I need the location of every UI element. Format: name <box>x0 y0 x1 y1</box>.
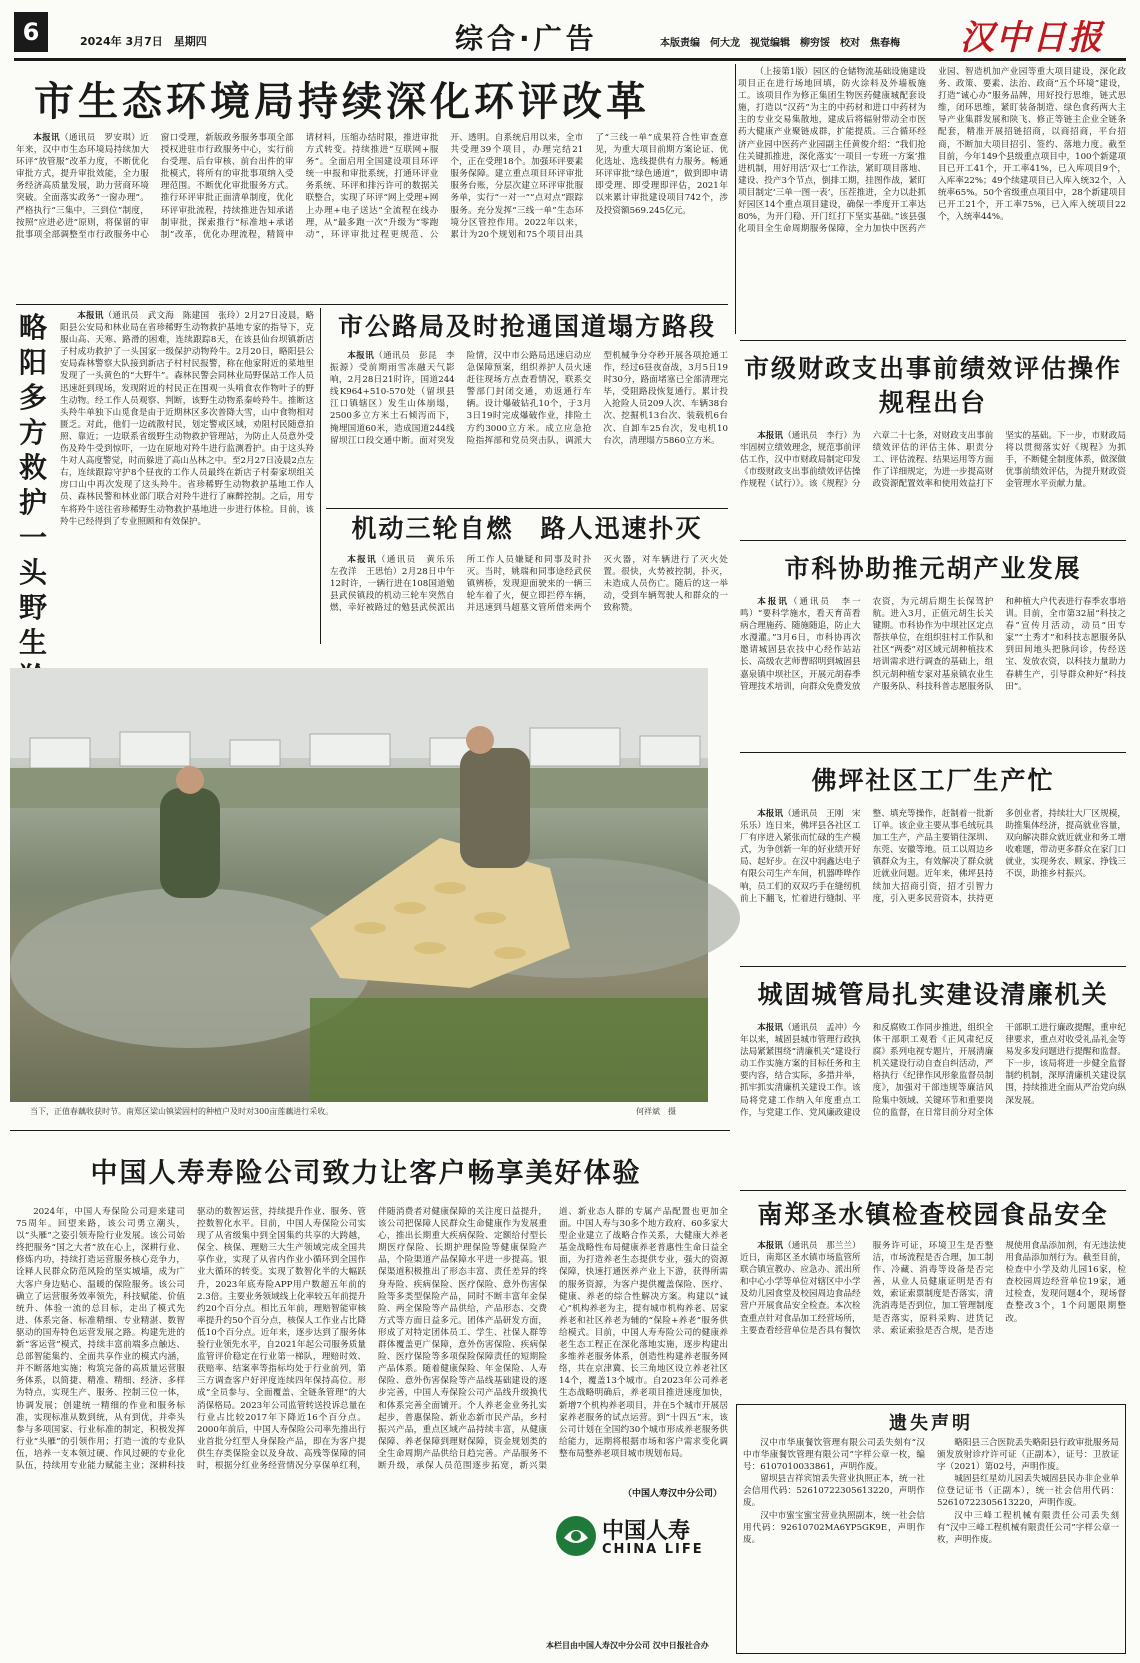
art5-text: （通讯员 李行）为牢固树立绩效理念，规范事前评估工作，汉中市财政局制定印发《市级财政支出事前绩效评估操作规程（试行）》。该《规程》分六章二十七条，对财政支出事前绩效评估的评估主体、职责分工、评估流程、结果运用等方面作了详细规定，为进一步提高财政资源配置效率和使用效益打下坚实的基础。下一步，市财政局将以贯彻落实好《规程》为抓手，不断健全制度体系，做深做优事前绩效评估，为提升财政资金管理水平贡献力量。 <box>740 431 1126 490</box>
art7-body <box>740 808 1126 952</box>
notice-item: 略阳县三合医院丢失略阳县行政审批服务局颁发放射诊疗许可证（正副本），证号：卫放证字（2021）第02号，声明作废。 <box>937 1438 1119 1473</box>
separator-3 <box>10 1130 730 1131</box>
photo-credit: 何祥斌 摄 <box>636 1107 676 1116</box>
art7-text: （通讯员 王刚 宋乐乐）连日来，佛坪县各社区工厂有序进入紧张而忙碌的生产模式，为争创新一年的好业绩开好局、起好步。在汉中润鑫达电子有限公司生产车间，机器哗哗作响，员工们的双双巧手在缝纫机前上下翻飞，忙着进行缝制、平整、填充等操作，赶制着一批新订单。该企业主要从事毛绒玩具加工生产，产品主要销往深圳、东莞、安徽等地。员工以周边乡镇群众为主，有效解决了群众就近就业问题。近年来，佛坪县持续加大招商引资，招才引智力度，引入更多民营资本，扶持更多创业者，持续壮大厂区规模，助推集体经济，提高就业容量，双向解决群众就近就业和务工增收难题，带动更多群众在家门口就业，实现务农、顾家、挣钱三不误，助推乡村振兴。 <box>740 809 1126 904</box>
art1-text: （通讯员 罗安琪）近年来，汉中市生态环境局持续加大环评“放管服”改革力度，不断优化审批方式，提升审批效能，全力服务经济高质量发展，助力营商环境突破。全面落实政务“一窗办理”。严格执行“三集中，三到位”制度，按照“应进必进”原则，将保留的审批事项全部调整至市行政服务中心窗口受理，新版政务服务事项全部授权进驻市行政服务中心，实行前台受理、后台审核、前台出件的审批模式，将所有的审批事项纳入受理范围。不断优化审批服务方式。推行环评审批正面清单制度，优化环评审批流程，持续推进告知承诺制审批，探索推行“标准地+承诺制”改革，优化办理流程，精简申请材料，压缩办结时限，推进审批方式转变。持续推进“互联网+服务”。全面启用全国建设项目环评统一申报和审批系统，打通环评业务系统、环评和排污许可的数据关联整合，实现了环评“网上受理+网上办理+电子送达”全流程在线办理，从“最多跑一次”升级为“零跑动”，环评审批过程更规范、公开、透明。自系统启用以来，全市共受理39个项目，办理完结21个，正在受理18个。加强环评要素服务保障。建立重点项目环评审批服务台账，分层次建立环评审批服务单，实行“一对一”“点对点”跟踪服务。充分发挥“三线一单”生态环境分区管控作用。2022年以来，累计为20个规划和75个项目出具了“三线一单”成果符合性审查意见，为重大项目前期方案论证、优化选址、选线提供有力服务。畅通环评审批“绿色通道”，做到即申请即受理、即受理即评估，2021年以来累计审批建设项目742个，涉及投资额569.245亿元。 <box>16 133 728 240</box>
art4-text: （通讯员 黄乐乐 左孜洋 王思怡）2月28日中午12时许，一辆行进在108国道勉县武侯镇段的机动三轮车突然自燃，幸好被路过的勉县武侯派出所工作人员嫌疑和同事及时扑灭。当时，姚瑞和同事途经武侯镇辨桥，发现迎面驶来的一辆三轮车着了火，便立即拦停车辆，并迅速到马超墓文管所借来两个灭火器，对车辆进行了灭火处置。很快，火势被控制，扑灭，未造成人员伤亡。随后的这一举动，受到车辆驾驶人和群众的一致称赞。 <box>330 555 728 614</box>
photo-caption: 当下，正值春藕收获时节。南郑区梁山镇梁固村的种植户及时对300亩莲藕进行采收。 <box>30 1107 334 1116</box>
art2-byline: 本报讯 <box>77 311 104 321</box>
art3-text: （通讯员 彭昆 李振源）受前期雨雪冻融天气影响，2月28日21时许，国道244线K964+510-570处（留坝县江口镇辖区）发生山体崩塌，2500多立方米土石倾泻而下，掩埋国道60米，造成国道244线留坝江口段交通中断。面对突发险情，汉中市公路局迅速启动应急保障预案，组织养护人员火速赶往现场方点查看情况，联系交警部门封闭交通，劝返通行车辆。设计爆破钻孔10个，于3月3日19时完成爆破作业，排险土方约3000立方米。成立应急抢险指挥部和党员突击队，调派大型机械争分夺秒开展各项抢通工作，经过6昼夜奋战，3月5日19时30分，路面堵塞已全部清理完毕，受阻路段恢复通行。累计投入抢险人员209人次、车辆38台次、挖掘机13台次、装载机6台次、自卸车25台次，发电机10台次，清理塌方5860立方米。 <box>330 351 728 446</box>
notice-item: 汉中市蜜宝蜜宝营业执照副本，统一社会信用代码：92610702MA6YP5GK9E，声明作废。 <box>743 1510 925 1545</box>
page-number: 6 <box>14 12 48 52</box>
notice-item: 城固县红星幼儿园丢失城固县民办非企业单位登记证书（正副本），统一社会信用代码：52610722305613220，声明作废。 <box>937 1474 1119 1509</box>
art1-body <box>16 132 728 300</box>
art9-body <box>740 1240 1126 1396</box>
art3-headline: 市公路局及时抢通国道塌方路段 <box>337 312 716 341</box>
art5-byline: 本报讯 <box>757 431 784 441</box>
art7-headline: 佛坪社区工厂生产忙 <box>811 766 1055 795</box>
notice-item: 留坝县吉祥宾馆丢失营业执照正本，统一社会信用代码：52610722305613220，声明作废。 <box>743 1474 925 1509</box>
art10-text: 2024年，中国人寿保险公司迎来建司75周年。回望来路，该公司勇立潮头，以“头雁”之姿引领寿险行业发展。该公司始终把服务“国之大者”放在心上，深耕行业、修炼内功，持续打造运营服务核心竞争力，诠释人民群众防范风险的坚实城墙，成为广大客户身边贴心、温暖的保险服务。该公司确立了运营服务效率领先，科技赋能、价值统升、体验一流的总目标，走出了模式先进、体系完备、标准精细、专业精湛、数智驱动的国寿特色运营发展之路。构建先进的新“客运营”模式，持续丰富前端多点触达、总部智能集约、全面共享作业的模式内涵，并不断落地实施；构筑完备的高质量运营服务体系，以简捷、精准、精细、经济、多样为特点，实现生产、服务、控制三位一体，协调发展；创建统一精细的作业和服务标准，实现标准从数到统，从有到优，并牵头参与多项国家、行业标准的制定，积极发挥行业“头雁”的引领作用；打造一流的专业队伍，培养一支本领过硬、作风过硬的专业化队伍，持续用专业能力赋能主业；深耕科技驱动的数智运营，持续提升作业、服务、管控数智化水平。目前，中国人寿保险公司实现了从省级集中到全国集约共享的大跨越，保全、核保、理赔三大生产领域完成全国共享作业，实现了从省内作业小循环到全国作业大循环的转变。实现了数智化半的大幅跃升，2023年底寿险APP用户数超五年前的2.3倍。主要业务领域线上化率较五年前提升约20个百分点。相比五年前，理赔智能审核率提升约50个百分点，核保人工作业占比降低10个百分点。近年来，逐步达到了服务体验行业领先水平，自2021年起公司服务质量监管评价稳定在行业第一梯队，理赔时效、获赔率、结案率等指标均处于行业前列，第三方调查客户好评度连续四年保持高位。形成“全员参与、全面覆盖、全链条管理”的大消保格局。2023年公司监管转送投诉总量在行业占比较2017年下降近16个百分点。2000年前后，中国人寿保险公司率先推出行业首批分红型人身保险产品，即在为客户提供生存类保险金以及身故、高残等保障的同时，根据分红业务经营情况分享保单红利，伴随消费者对健康保障的关注度日益提升，该公司把保障人民群众生命健康作为发展重心，推出长期重大疾病保险、定额给付型长期医疗保险、长期护理保险等健康保险产品，个险渠道产品保障水平进一步提高。银保渠道积极推出了形态丰富、责任差异的终身寿险、疾病保险、医疗保险、意外伤害保险等多类型保险产品，同时不断丰富年金保险、两全保险等产品供给，产品形态、交费方式等方面日益多元。团体产品研发方面，形成了对特定团体员工、学生、社保人群等群体覆盖更广保障，意外伤害保险、疾病保险、医疗保险等多项保险保障责任的短期险产品体系。随着健康保险、年金保险、人寿保险、意外伤害保险等产品线基础建设的逐步完善，中国人寿保险公司产品线升级换代和体系完善全面铺开。个人养老金业务扎实起步，普惠保险、新业态新市民产品，乡村振兴产品，重点区域产品持续丰富，从健康保障、养老保障到理财保障，资金规划类的全生命周期产品供给日趋完善。产品服务不断升级，承保人员范围逐步拓宽，新兴渠道、新业态人群的专属产品配置也更加全面。中国人寿与30多个地方政府、60多家大型企业建立了战略合作关系，大健康大养老基金战略性布局健康养老普惠性生命日益全面，为打造养老生态提供专业，强大的资源保障，快速打通医养产业上下游，获得所需的服务资源，为客户提供覆盖保险、医疗、健康、养老的综合性解决方案。构建以“诚心”机构养老为主，提有城市机构养老、居家养老和社区养老为辅的“保险+养老”服务供给模式。目前，中国人寿寿险公司的健康养老生态工程正在深化落地实施，逐步构建出多维养老服务体系，创造性构建养老服务网络，共在京津冀、长三角地区设立养老社区14个，覆盖13个城市。自2023年公司养老生态战略明确后，养老项目推进速度加快，新增7个机构养老项目，并在5个城市开展居家养老服务的试点运营。到“十四五”末，该公司计划在全国约30个城市形成养老服务供给能力，远期将根据市场和客户需求变化调整布局整养老项目城市规划布局。 <box>16 1207 728 1471</box>
art6-body <box>740 596 1126 742</box>
art10-headline: 中国人寿寿险公司致力让客户畅享美好体验 <box>90 1158 642 1189</box>
notice-title: 遗失声明 <box>889 1413 973 1434</box>
masthead-logo: 汉中日报 <box>960 18 1104 58</box>
lotus-harvest-photo <box>10 668 708 1102</box>
separator-r1 <box>740 340 1126 341</box>
separator-2 <box>326 508 728 509</box>
continued-body <box>738 66 1126 328</box>
art6-byline: 本报讯 <box>757 597 789 607</box>
notice-item: 汉中市华康餐饮管理有限公司丢失刻有“汉中市华康餐饮管理有限公司”字样公章一枚，编号：6107010033861，声明作废。 <box>743 1438 925 1473</box>
issue-date: 2024年 3月7日 星期四 <box>80 35 207 48</box>
art4-byline: 本报讯 <box>347 555 377 565</box>
editors-line: 本版责编 何大龙 视觉编辑 柳穷馁 校对 焦春梅 <box>660 38 900 49</box>
notice-body <box>737 1435 1125 1647</box>
art9-byline: 本报讯 <box>757 1241 784 1251</box>
art8-text: （通讯员 孟冲）今年以来，城固县城市管理行政执法局紧紧围绕“清廉机关”建设行动工作实施方案的目标任务和主要内容，结合实际，多措并举，抓牢抓实清廉机关建设工作。该局将党建工作纳入年度重点工作，与党建工作、党风廉政建设和反腐败工作同步推进，组织全体干部职工观看《正风肃纪反腐》系列电视专题片，开展清廉机关建设行动自查自纠活动，严格执行《纪律作风形象监督员制度》，加强对干部违规等廉洁风险集中领域、关键环节和重要岗位的监督，在日常目前分对全体干部职工进行廉政提醒，重申纪律要求，重点对收受礼品礼金等易发多发问题进行提醒和监督。下一步，该局将进一步健全监督制约机制，深厚清廉机关建设氛围，持续推进全面从严治党向纵深发展。 <box>740 1023 1126 1118</box>
column-rule-2 <box>320 308 321 644</box>
notice-item: 汉中三峰工程机械有限责任公司丢失刻有“汉中三峰工程机械有限责任公司”字样公章一枚，声明作废。 <box>937 1510 1119 1545</box>
art2-text: （通讯员 武文海 陈建国 张玲）2月27日凌晨，略阳县公安局和林业局在省珍稀野生动物救护基地专家的指导下，克服山高、天寒、路滑的困难，连续跟踪8天，在该县仙台坝镇新店子村成功救护了一头国家一级保护动物羚牛。2月20日，略阳县公安局森林警察大队接到新店子村村民报警，称在他家附近的菜地里发现了一头黄色的“大野牛”。森林民警会同林业局野保站工作人员迅速赶到现场，发现附近的村民正在围观一头啃食农作物叶子的野生动物。经工作人员观察、判断，该野生动物系秦岭羚牛。推断这头羚牛单独下山觅食是由于近期林区多次普降大雪，山中食物相对匮乏。对此，他们一边疏散村民，划定警戒区域，劝阻村民随意拍照、靠近；一边联系省级野生动物救护管理站，为防止人员意外受伤及羚牛受到惊吓，一边在原地对羚牛进行监测看护。由于这头羚牛对人高度警觉，时而躲进了高山丛林之中。至2月27日凌晨2点左右，连续跟踪守护8个昼夜的工作人员最终在新店子村秦家坝组关房口山中再次发现了这头羚牛。省珍稀野生动物救护基地工作人员、森林民警和林业部门联合对羚牛进行了麻醉控制。之后，用专车将羚牛送往省珍稀野生动物救护基地进一步进行体检。目前，该羚牛已经得到了专业照顾和有效保护。 <box>60 311 314 527</box>
photo-scene-illustration <box>10 668 708 1102</box>
china-life-logo <box>546 1506 726 1636</box>
separator-r3 <box>740 752 1126 753</box>
china-life-emblem-icon <box>554 1514 598 1558</box>
art8-byline: 本报讯 <box>757 1023 784 1033</box>
separator-r5 <box>740 1190 1126 1191</box>
art9-text: （通讯员 那兰兰）近日，南郑区圣水镇市场监管所联合镇宣教办、应急办、派出所和中心小学等单位对辖区中小学及幼儿园食堂及校园周边食品经营户开展食品安全检查。本次检查重点针对食品加工经营场所，主要查看经营单位是否具有餐饮服务许可证，环境卫生是否整洁，市场流程是否合理，加工制作、冷藏、消毒等设备是否完善，从业人员健康证明是否有效，索证索票制度是否落实，清洗消毒是否到位，加工管理制度是否落实，原料采购、进货记录、索证索验是否合规，是否违规使用食品添加剂，有无违法使用食品添加剂行为。截至目前，检查中小学及幼儿园16家，检查校园周边经营单位19家，通过检查，发现问题4个，现场督查整改3个，1个问题限期整改。 <box>740 1241 1126 1336</box>
art5-headline: 市级财政支出事前绩效评估操作规程出台 <box>743 354 1122 417</box>
logo-cn-text: 中国人寿 <box>602 1519 691 1544</box>
lost-notice-box <box>736 1404 1126 1654</box>
art6-text: （通讯员 李一鸣）“要科学施水，看天育苗看病合理施药、随施随追，防止大水漫灌。”3月6日，市科协再次邀请城固县农技中心经作站站长、高级农艺师曹昭明到城固县嘉泉镇中坝社区，开展元胡春季管理技术培训，向群众免费发放农资，为元胡后期生长保驾护航。进入3月，正值元胡生长关键期。市科协作为中坝社区定点帮扶单位，在组织驻村工作队和社区“两委”对区域元胡种植技术培训需求进行调查的基础上，组织元胡种植专家对基泉镇农业生产服务队、科技科普志愿服务队和种植大户代表进行春季农事培训。目前，全市第32届“科技之春”宣传月活动，动员“田专家”“土秀才”和科技志愿服务队到田间地头把脉问诊，传经送宝、发放农资，以科技力量助力春耕生产，引导群众种好“科技田”。 <box>740 597 1126 692</box>
art5-body <box>740 430 1126 532</box>
art8-headline: 城固城管局扎实建设清廉机关 <box>757 980 1109 1009</box>
separator-r4 <box>740 966 1126 967</box>
logo-en-text: CHINA LIFE <box>602 1542 704 1557</box>
art9-headline: 南郑圣水镇检查校园食品安全 <box>757 1200 1109 1229</box>
art6-headline: 市科协助推元胡产业发展 <box>784 554 1082 583</box>
art3-byline: 本报讯 <box>347 351 375 361</box>
art7-byline: 本报讯 <box>757 809 784 819</box>
separator-r2 <box>740 540 1126 541</box>
art4-body <box>330 554 728 640</box>
art3-body <box>330 350 728 506</box>
art4-headline: 机动三轮自燃 路人迅速扑灭 <box>351 514 703 543</box>
section-title: 综合·广告 <box>455 22 598 55</box>
art2-headline: 略阳多方救护一头野生 <box>18 311 47 659</box>
header-rule <box>14 58 1126 61</box>
art10-footer: 本栏目由中国人寿汉中分公司 汉中日报社合办 <box>546 1640 730 1654</box>
column-rule <box>735 64 736 334</box>
art2-body <box>60 310 314 642</box>
separator-1 <box>16 304 728 305</box>
continued-text: （上接第1版）园区的仓储物流基础设施建设项目正在进行场地回填，防火涂料及外墙板施工。该项目作为修正集团生物医药健康城配套设施，打造以“汉药”为主的中药材和进口中药材为主的专业交易集散地，建成后将辐射带动全市医药大健康产业聚链成群，扩能提质。三合循环经济产业园中医药产业园副主任黄俊介绍：“我们抢住关键抓推进，深化落实‘一项目一专班一方案’推进机制，用好用活‘双七’工作法，紧盯项目落地、建设、投产3个节点，倒排工期，挂图作战，紧盯项目制定‘三单一图一表’，压茬推进，全力以赴抓好园区14个重点项目建设，确保一季度开工率达80%，为开门稳、开门红打下坚实基础。”该县强化项目全生命周期服务保障，全力加快中医药产业园、智造机加产业园等重大项目建设，深化政务、政策、要素、法治、政商“五个环境”建设，打造“诚心办”服务品牌，用好投行思维，链式思维，闭环思维，紧盯装备制造、绿色食药两大主导产业集群发展和陕飞、修正等链主企业全链条配套，精准开展招链招商，以商招商，平台招商，不断加大项目招引、签约、落地力度。截至目前，今年149个县级重点项目中，100个新建项目已开工41个，开工率41%，已入库项目9个，入库率22%；49个续建项目已入库入统32个，入统率65%。50个省级重点项目中，28个新建项目已开工21个，开工率75%，已入库入统项目22个，入统率44%。 <box>738 67 1126 235</box>
art10-signature: （中国人寿汉中分公司） <box>572 1486 722 1500</box>
art1-headline: 市生态环境局持续深化环评改革 <box>34 79 650 125</box>
art8-body <box>740 1022 1126 1190</box>
art1-byline: 本报讯 <box>33 133 60 143</box>
